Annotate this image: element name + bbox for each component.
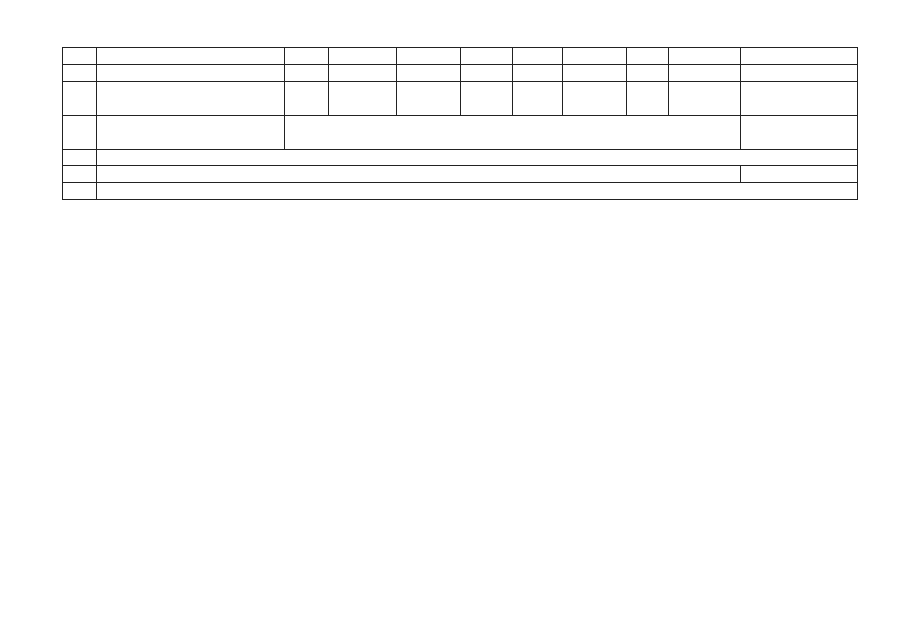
header-cell xyxy=(63,48,97,65)
header-cell xyxy=(563,48,627,65)
header-cell xyxy=(741,48,858,65)
reserve-label xyxy=(97,82,285,116)
header-cell xyxy=(329,48,397,65)
load-calculation-table xyxy=(62,47,858,200)
header-cell xyxy=(285,48,329,65)
section-row xyxy=(63,166,858,183)
spacer-row xyxy=(63,150,858,166)
header-cell xyxy=(627,48,669,65)
header-cell xyxy=(513,48,563,65)
total-label xyxy=(97,65,285,82)
header-cell xyxy=(397,48,461,65)
total-value xyxy=(669,65,741,82)
section-place xyxy=(97,166,741,183)
header-cell xyxy=(669,48,741,65)
transformers-label xyxy=(97,116,285,150)
header-cell xyxy=(97,48,285,65)
substation-title xyxy=(97,183,858,200)
total-row xyxy=(63,65,858,82)
substation-row xyxy=(63,183,858,200)
reserve-row xyxy=(63,82,858,116)
header-row xyxy=(63,48,858,65)
table-body xyxy=(63,48,858,200)
reserve-value xyxy=(669,82,741,116)
section-number xyxy=(63,166,97,183)
transformers-row xyxy=(63,116,858,150)
transformers-value xyxy=(285,116,741,150)
header-cell xyxy=(461,48,513,65)
